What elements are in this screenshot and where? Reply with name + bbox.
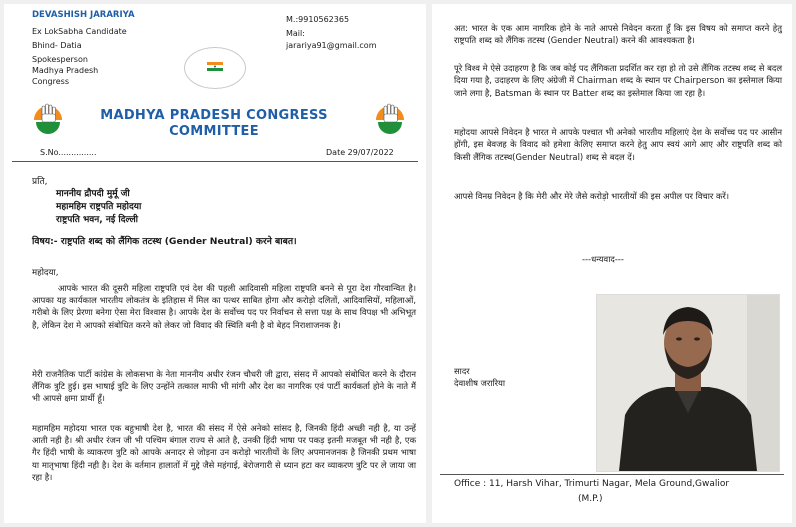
org-title-line: COMMITTEE [169,124,259,139]
congress-hand-logo-left [28,98,68,134]
contact-mobile: M.:9910562365 [286,15,350,24]
office-state: (M.P.) [578,494,603,504]
recipient-line: माननीय द्रौपदी मुर्मू जी [56,189,130,199]
congress-hand-logo-right [370,98,410,134]
org-title-line: MADHYA PRADESH CONGRESS [100,108,328,123]
closing-word: सादर [454,366,470,376]
sender-line: Madhya Pradesh [32,66,99,75]
contact-mail-label: Mail: [286,29,305,38]
flag-icon [185,48,245,88]
letter-page-left [4,4,426,523]
person-portrait-icon [597,295,779,471]
body-paragraph: आपके भारत की दूसरी महिला राष्ट्रपति एवं देश की पहली आदिवासी महिला राष्ट्रपति बनने से पूरा देश गौरवान्वित है। आपका यह कार्यकाल भारतीय लोकतंत्र के इतिहास में मिल का पत्थर साबित होगा और करोड़ो दलितों, आदिवासियों, महिलाओं, गरीबो के लिए प्रेरणा बनेगा ऐसा मेरा विश्वास है। आपके देश के सर्वोच्च पद पर निर्वाचन से सत्ता पक्ष के साथ विपक्ष भी अभिभूत है, लेकिन देश मे आपको संबोधित करने को लेकर जो विवाद की स्थिति बनी है वो बेहद निराशाजनक है। [32,283,416,330]
body-paragraph: अत: भारत के एक आम नागरिक होने के नाते आपसे निवेदन करता हूँ कि इस विषय को समाप्त करने हेतु राष्ट्रपति शब्द को लैंगिक तटस्थ (Gender Neutral) करने की आवश्यकता है। [454,23,782,46]
body-paragraph: महामहिम महोदया भारत एक बहुभाषी देश है, भारत की संसद में ऐसे अनेको सांसद है, जिनकी हिंदी अच्छी नही है, या उन्हें आती नही है। श्री अधीर रंजन जी भी पश्चिम बंगाल राज्य से आते है, उनकी हिंदी भाषा पर पकड़ इतनी मजबूत भी नही है, एक गैर हिंदी भाषी के व्याकरण त्रुटि को आपके अनादर से जोड़ना उन करोड़ो भारतीयों के लिए अपमानजनक है जिनकी प्रथम भाषा या मातृभाषा हिंदी नही है। देश के वर्तमान हालातों में मुद्दे जैसे महंगाई, बेरोजगारी से ध्यान हटा कर व्याकरण त्रुटि पर ले जाया जा रहा है। [32,423,416,482]
sender-line: Spokesperson [32,55,88,64]
addressee-prefix: प्रति, [32,177,48,187]
sender-name: DEVASHISH JARARIYA [32,10,135,20]
signatory-name: देवाशीष जरारिया [454,378,506,388]
recipient-block [56,188,141,227]
subject-line: विषय:- राष्ट्रपति शब्द को लैंगिक तटस्थ (Gender Neutral) करने बाबत। [32,236,297,247]
org-title [94,108,334,140]
contact-email: jarariya91@gmail.com [286,41,377,50]
body-paragraph: महोदया आपसे निवेदन है भारत मे आपके पश्चात भी अनेको भारतीय महिलाएं देश के सर्वोच्च पद पर आसीन होंगी, इस बेवजह के विवाद को हमेशा केलिए समाप्त करने हेतु आप स्वयं आगे आए और राष्ट्रपति शब्द को किसी लैंगिक तटस्थ(Gender Neutral) शब्द से बदल दें। [454,127,782,162]
sender-line: Bhind- Datia [32,41,82,50]
reference-number: S.No............... [40,148,97,157]
recipient-line: राष्ट्रपति भवन, नई दिल्ली [56,215,139,225]
hand-icon [28,98,68,134]
signatory-photo [596,294,780,472]
footer-divider [440,474,784,475]
sender-line: Ex LokSabha Candidate [32,27,127,36]
party-seal [184,47,246,89]
hand-icon [370,98,410,134]
body-paragraph: मेरी राजनैतिक पार्टी कांग्रेस के लोकसभा के नेता माननीय अधीर रंजन चौधरी जी द्वारा, संसद में आपको संबोधित करने के दौरान लैंगिक त्रुटि हुई। इस भाषाई त्रुटि के लिए उन्होंने तत्काल माफी भी मांगी और देश का नागरिक एवं पार्टी कार्यकर्ता होने के नाते मैं भी आपसे क्षमा प्रार्थी हूँ। [32,369,416,404]
sender-line: Congress [32,77,69,86]
sender-details [32,26,127,87]
thanks-line: ---धन्यवाद--- [582,254,624,264]
header-divider [12,161,418,162]
recipient-line: महामहिम राष्ट्रपति महोदया [56,202,142,212]
body-paragraph: आपसे विनम्र निवेदन है कि मेरी और मेरे जैसे करोड़ो भारतीयों की इस अपील पर विचार करें। [454,191,730,201]
greeting: महोदया, [32,268,59,278]
body-paragraph: पूरे विश्व मे ऐसे उदाहरण है कि जब कोई पद लैंगिकता प्रदर्शित कर रहा हो तो उसे लैंगिक तटस्थ शब्द से बदल दिया गया है, उदाहरण के लिए अंग्रेजी में Chairman शब्द के स्थान पर Chairperson का इस्तेमाल किया जाने लगा है, Batsman के स्थान पर Batter शब्द का इस्तेमाल किया जा रहा है। [454,63,782,98]
letter-date: Date 29/07/2022 [326,148,394,157]
office-address: Office : 11, Harsh Vihar, Trimurti Nagar, Mela Ground,Gwalior [454,479,730,489]
